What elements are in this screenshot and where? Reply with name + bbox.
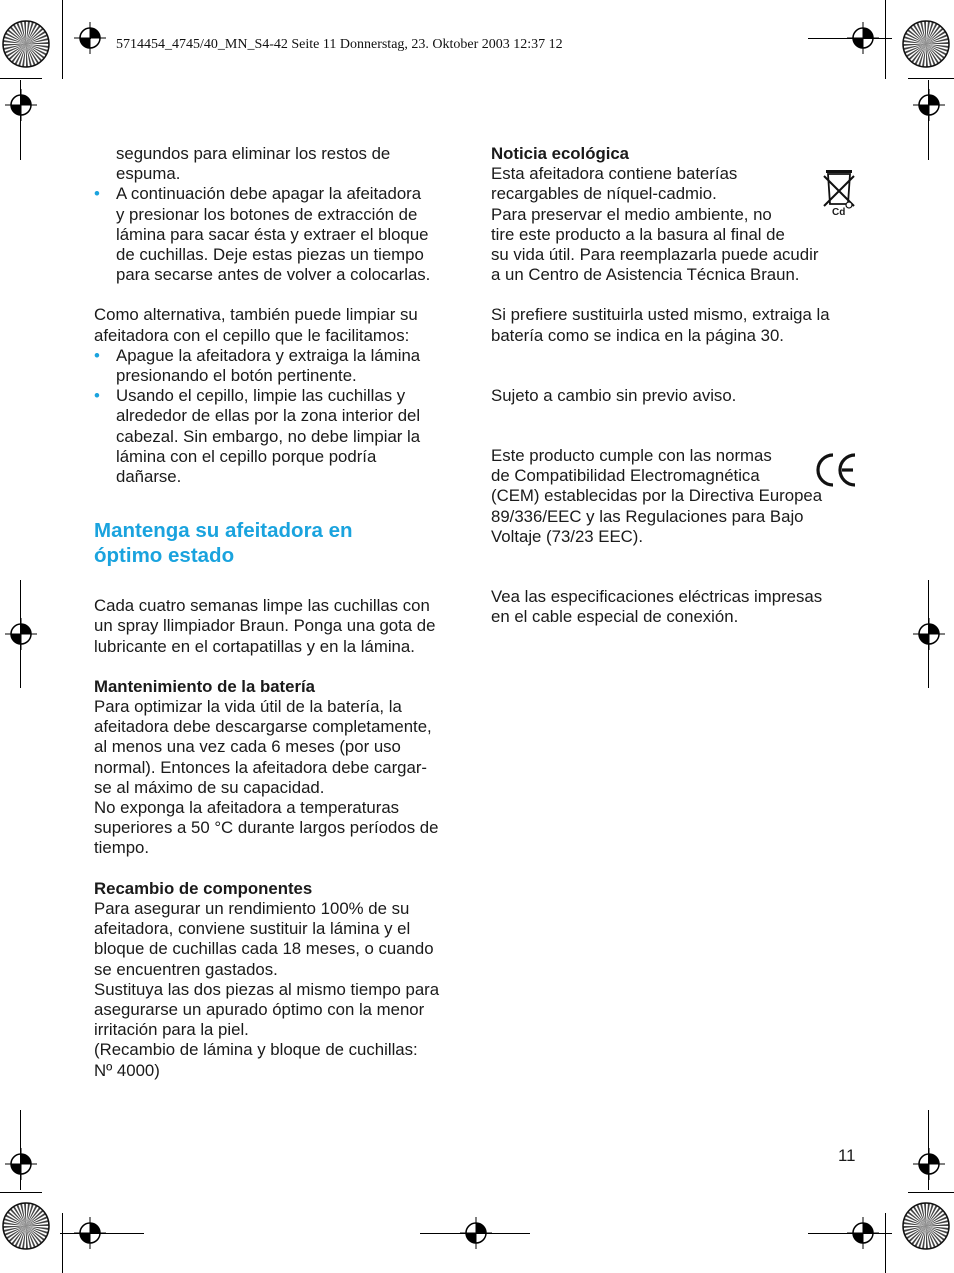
- registration-mark-icon: [5, 89, 37, 121]
- battery-paragraph: Para optimizar la vida útil de la batería, la afeitadora debe descargarse completamente, al menos una vez cada 6 meses (por uso normal). Entonces la afeitadora debe cargar- se al máximo de su capacidad. No exponga la afeitadora a temperaturas superiores a 50 °C durante largos períodos de tiempo.: [94, 697, 439, 858]
- bullet-icon: •: [94, 345, 100, 365]
- maintenance-paragraph: Cada cuatro semanas limpe las cuchillas con un spray llimpiador Braun. Ponga una gota de lubricante en el cortapatillas y en la lámina.: [94, 596, 436, 656]
- registration-mark-icon: [5, 618, 37, 650]
- bullet-icon: •: [94, 386, 100, 406]
- star-target-icon: [2, 20, 50, 68]
- replace-paragraph: Si prefiere sustituirla usted mismo, extraiga la batería como se indica en la página 30.: [491, 305, 830, 345]
- parts-subheading: Recambio de componentes: [94, 878, 313, 898]
- crop-mark-icon: [62, 0, 63, 79]
- registration-mark-icon: [847, 1217, 879, 1249]
- registration-mark-icon: [74, 22, 106, 54]
- notice-paragraph: Sujeto a cambio sin previo aviso.: [491, 385, 737, 405]
- list-item-text: Apague la afeitadora y extraiga la lámina presionando el botón pertinente.: [116, 345, 421, 386]
- registration-mark-icon: [913, 618, 945, 650]
- bullet-list-a: [94, 184, 464, 285]
- intro-continuation: segundos para eliminar los restos de espuma.: [116, 144, 391, 184]
- crossed-bin-icon: [822, 168, 858, 220]
- bullet-list-b: [94, 346, 464, 487]
- crop-mark-icon: [908, 78, 954, 79]
- registration-mark-icon: [847, 22, 879, 54]
- list-item: [94, 386, 464, 487]
- left-column: [94, 144, 464, 1081]
- star-target-icon: [902, 1202, 950, 1250]
- eco-paragraph: Esta afeitadora contiene baterías recargables de níquel-cadmio. Para preservar el medio ambiente, no tire este producto a la basura al final de su vida útil. Para reemplazarla puede acudir a un Centro de Asistencia Técnica Braun.: [491, 164, 819, 285]
- crop-mark-icon: [908, 1192, 954, 1193]
- spec-paragraph: Vea las especificaciones eléctricas impresas en el cable especial de conexión.: [491, 587, 823, 627]
- crop-mark-icon: [885, 0, 886, 79]
- list-item: [94, 184, 464, 285]
- alternative-paragraph: Como alternativa, también puede limpiar su afeitadora con el cepillo que le facilitamos:: [94, 305, 418, 345]
- registration-mark-icon: [5, 1148, 37, 1180]
- parts-paragraph: Para asegurar un rendimiento 100% de su afeitadora, conviene sustituir la lámina y el bloque de cuchillas cada 18 meses, o cuando se encuentren gastados. Sustituya las dos piezas al mismo tiempo para asegurarse un apurado óptimo con la menor irritación para la piel. (Recambio de lámina y bloque de cuchillas: Nº 4000): [94, 898, 440, 1080]
- list-item-text: Usando el cepillo, limpie las cuchillas y alrededor de ellas por la zona interior del cabezal. Sin embargo, no debe limpiar la lámina con el cepillo porque podría dañarse.: [116, 386, 421, 487]
- battery-subheading: Mantenimiento de la batería: [94, 676, 315, 696]
- page-number: 11: [838, 1146, 856, 1165]
- eco-subheading: Noticia ecológica: [491, 144, 630, 163]
- right-column: [491, 144, 861, 627]
- list-item: [94, 346, 464, 386]
- registration-mark-icon: [74, 1217, 106, 1249]
- list-item-text: A continuación debe apagar la afeitadora y presionar los botones de extracción de lámina para sacar ésta y extraer el bloque de cuchillas. Deje estas piezas un tiempo para secarse antes de volver a colocarlas.: [116, 184, 431, 285]
- crop-mark-icon: [62, 1213, 63, 1273]
- registration-mark-icon: [460, 1217, 492, 1249]
- star-target-icon: [902, 20, 950, 68]
- crop-mark-icon: [885, 1213, 886, 1273]
- emc-paragraph: Este producto cumple con las normas de Compatibilidad Electromagnética (CEM) establecidas por la Directiva Europea 89/336/EEC y las Regulaciones para Bajo Voltaje (73/23 EEC).: [491, 446, 823, 546]
- print-slug: 5714454_4745/40_MN_S4-42 Seite 11 Donnerstag, 23. Oktober 2003 12:37 12: [116, 37, 563, 52]
- star-target-icon: [2, 1202, 50, 1250]
- registration-mark-icon: [913, 89, 945, 121]
- crop-mark-icon: [0, 1192, 42, 1193]
- bin-label: Cd: [832, 207, 846, 218]
- registration-mark-icon: [913, 1148, 945, 1180]
- section-heading: Mantenga su afeitadora en óptimo estado: [94, 519, 353, 568]
- ce-mark-icon: [814, 451, 858, 489]
- crop-mark-icon: [0, 78, 42, 79]
- bullet-icon: •: [94, 184, 100, 204]
